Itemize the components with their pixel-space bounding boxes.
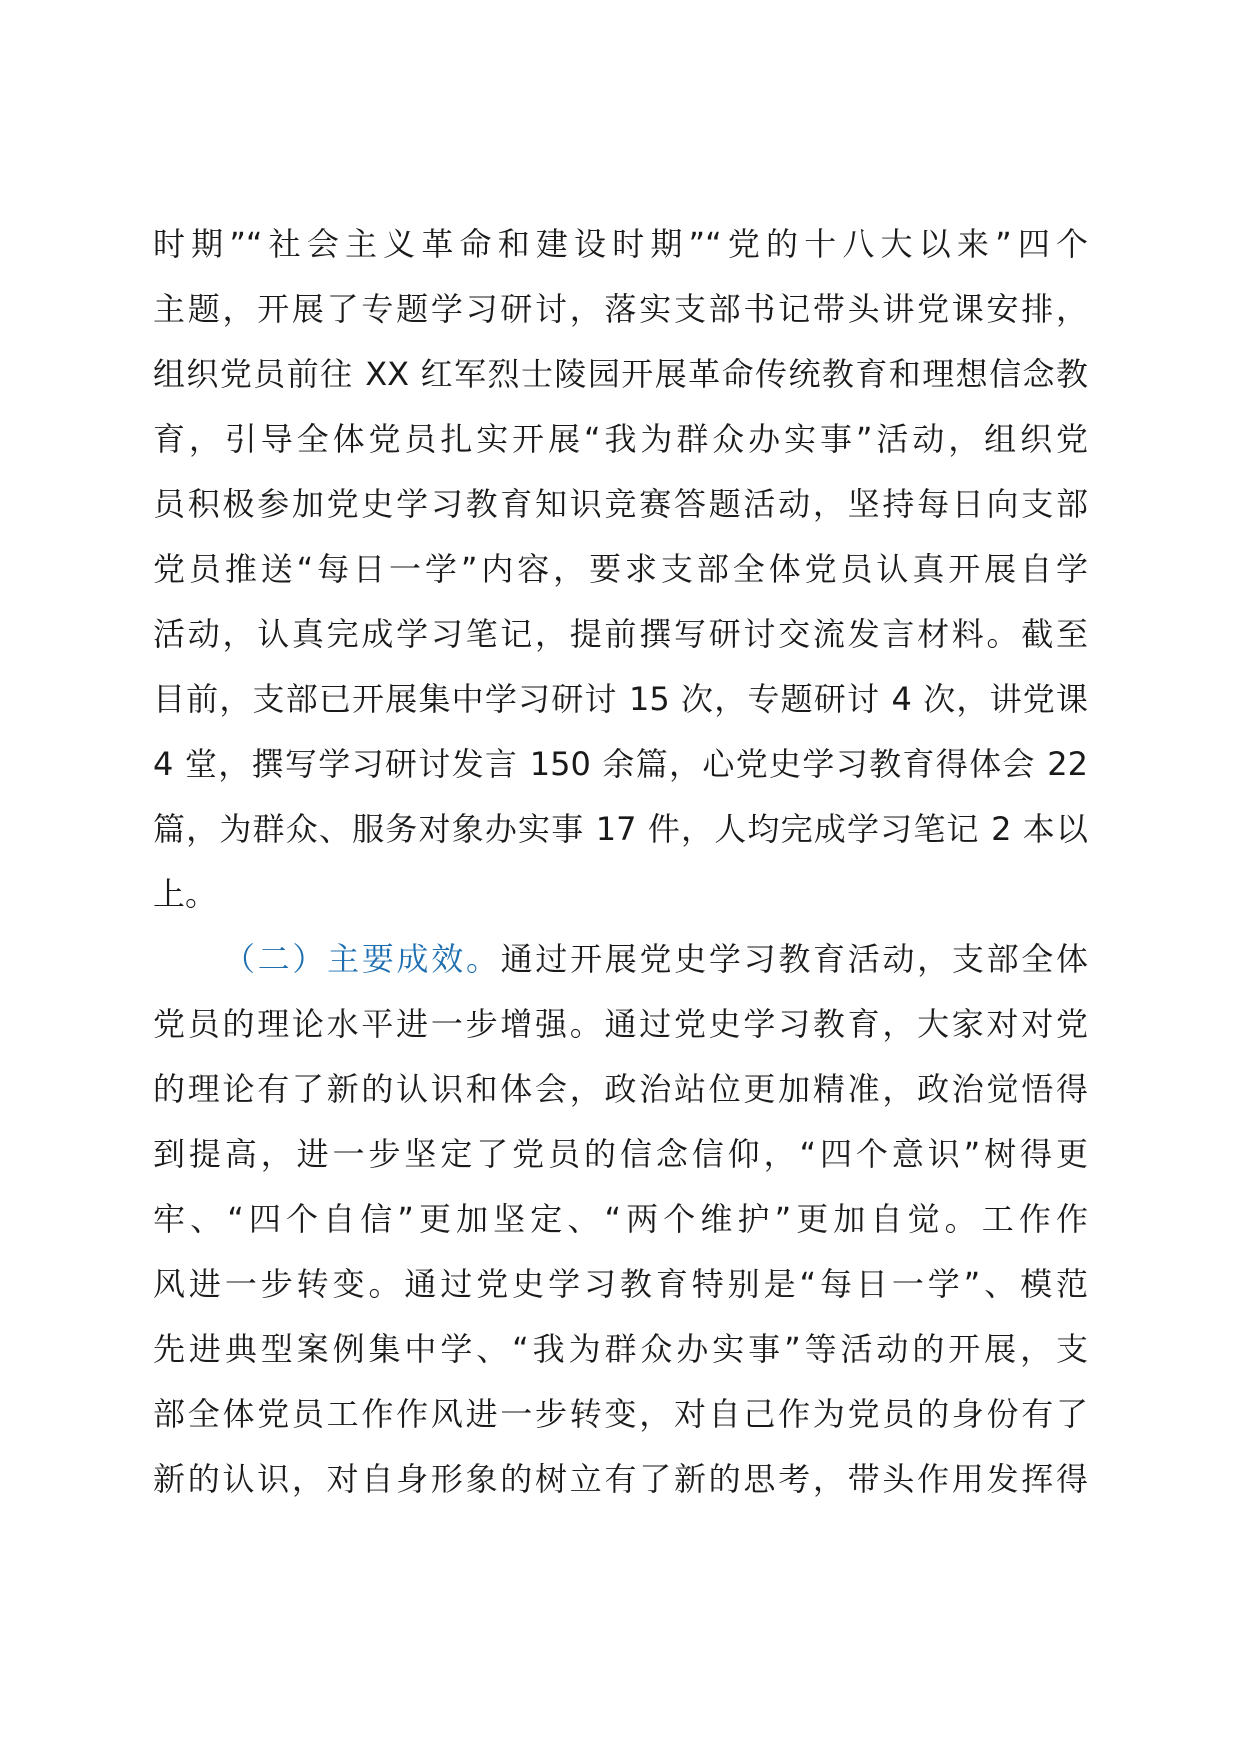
paragraph-1 (153, 212, 1088, 927)
text-line: 到提高，进一步坚定了党员的信念信仰，“四个意识”树得更 (153, 1135, 1088, 1173)
text-line: 主题，开展了专题学习研讨，落实支部书记带头讲党课安排， (153, 290, 1088, 328)
text-line: 组织党员前往 XX 红军烈士陵园开展革命传统教育和理想信念教 (153, 355, 1088, 393)
paragraph-2-first-line (153, 927, 1088, 992)
section-heading: （二）主要成效。 (223, 940, 501, 978)
body-text (153, 212, 1088, 1512)
first-line-text: 通过开展党史学习教育活动，支部全体 (500, 940, 1088, 978)
text-line: 风进一步转变。通过党史学习教育特别是“每日一学”、模范 (153, 1265, 1088, 1303)
text-line: 党员推送“每日一学”内容，要求支部全体党员认真开展自学 (153, 550, 1088, 588)
text-line: 牢、“四个自信”更加坚定、“两个维护”更加自觉。工作作 (153, 1200, 1088, 1238)
text-line: 育，引导全体党员扎实开展“我为群众办实事”活动，组织党 (153, 420, 1088, 458)
text-line: 时期”“社会主义革命和建设时期”“党的十八大以来”四个 (153, 225, 1088, 263)
paragraph-2 (153, 927, 1088, 1512)
text-line: 新的认识，对自身形象的树立有了新的思考，带头作用发挥得 (153, 1460, 1088, 1498)
text-line: 活动，认真完成学习笔记，提前撰写研讨交流发言材料。截至 (153, 615, 1088, 653)
text-line: 4 堂，撰写学习研讨发言 150 余篇，心党史学习教育得体会 22 (153, 745, 1088, 783)
text-line-last: 上。 (153, 875, 218, 913)
text-line: 先进典型案例集中学、“我为群众办实事”等活动的开展，支 (153, 1330, 1088, 1368)
text-line: 篇，为群众、服务对象办实事 17 件，人均完成学习笔记 2 本以 (153, 810, 1088, 848)
text-line: 员积极参加党史学习教育知识竞赛答题活动，坚持每日向支部 (153, 485, 1088, 523)
text-line: 党员的理论水平进一步增强。通过党史学习教育，大家对对党 (153, 1005, 1088, 1043)
text-line: 的理论有了新的认识和体会，政治站位更加精准，政治觉悟得 (153, 1070, 1088, 1108)
text-line: 部全体党员工作作风进一步转变，对自己作为党员的身份有了 (153, 1395, 1088, 1433)
text-line: 目前，支部已开展集中学习研讨 15 次，专题研讨 4 次，讲党课 (153, 680, 1088, 718)
